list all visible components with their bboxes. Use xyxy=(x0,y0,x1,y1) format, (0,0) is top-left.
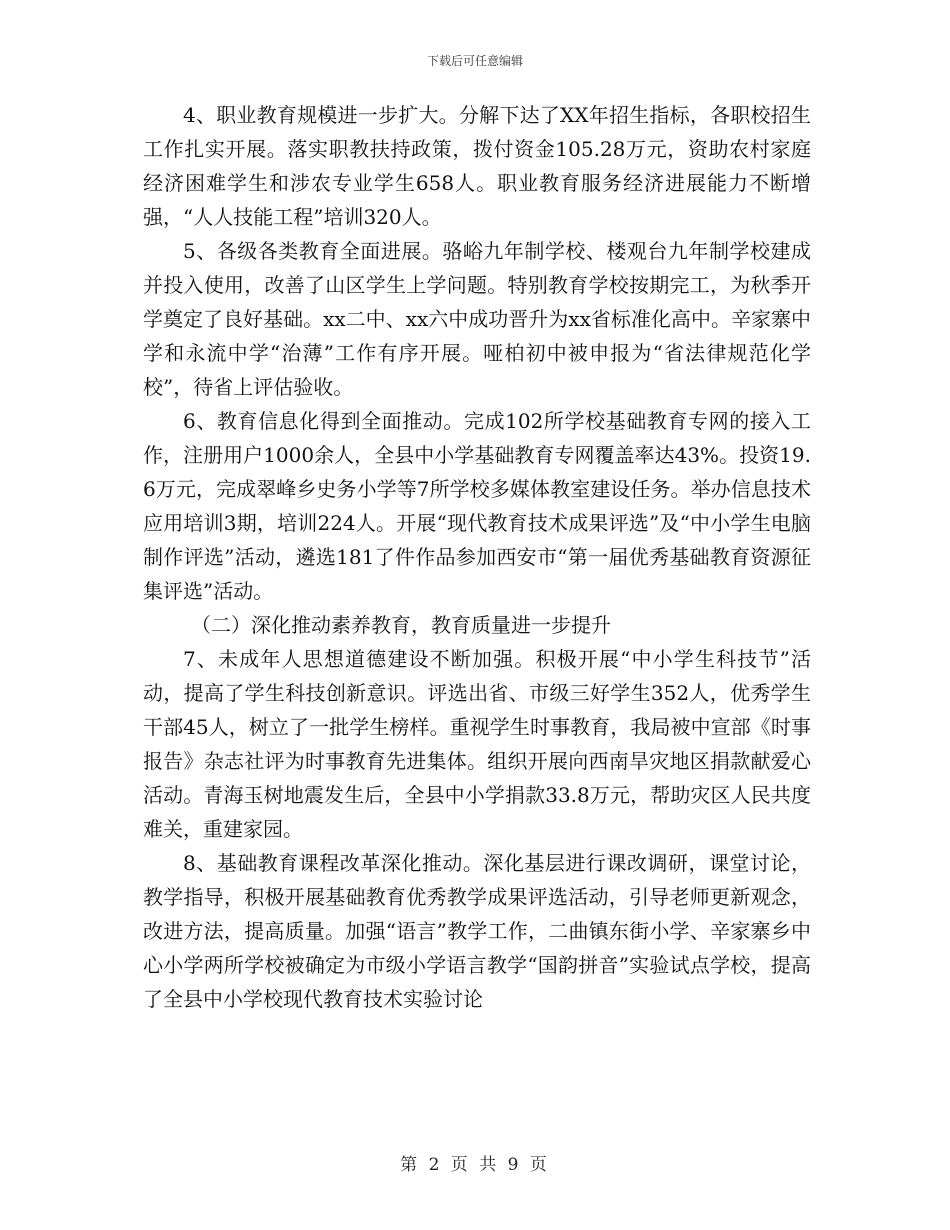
paragraph-7: 7、未成年人思想道德建设不断加强。积极开展“中小学生科技节”活动，提高了学生科技创新意识。评选出省、市级三好学生352人，优秀学生干部45人，树立了一批学生榜样。重视学生时事教育，我局被中宣部《时事报告》杂志社评为时事教育先进集体。组织开展向西南旱灾地区捐款献爱心活动。青海玉树地震发生后，全县中小学捐款33.8万元，帮助灾区人民共度难关，重建家园。 xyxy=(143,647,811,841)
paragraph-8: 8、基础教育课程改革深化推动。深化基层进行课改调研，课堂讨论，教学指导，积极开展基础教育优秀教学成果评选活动，引导老师更新观念，改进方法，提高质量。加强“语言”教学工作，二曲镇东街小学、辛家寨乡中心小学两所学校被确定为市级小学语言教学“国韵拼音”实验试点学校，提高了全县中小学校现代教育技术实验讨论 xyxy=(143,851,811,1011)
paragraph-6: 6、教育信息化得到全面推动。完成102所学校基础教育专网的接入工作，注册用户1000余人，全县中小学基础教育专网覆盖率达43%。投资19.6万元，完成翠峰乡史务小学等7所学校多媒体教室建设任务。举办信息技术应用培训3期，培训224人。开展“现代教育技术成果评选”及“中小学生电脑制作评选”活动，遴选181了件作品参加西安市“第一届优秀基础教育资源征集评选”活动。 xyxy=(143,409,811,603)
paragraph-4: 4、职业教育规模进一步扩大。分解下达了XX年招生指标，各职校招生工作扎实开展。落实职教扶持政策，拨付资金105.28万元，资助农村家庭经济困难学生和涉农专业学生658人。职业教育服务经济进展能力不断增强，“人人技能工程”培训320人。 xyxy=(143,103,811,229)
document-body xyxy=(143,98,811,1016)
section-heading: （二）深化推动素养教育，教育质量进一步提升 xyxy=(191,613,611,637)
paragraph-5: 5、各级各类教育全面进展。骆峪九年制学校、楼观台九年制学校建成并投入使用，改善了山区学生上学问题。特别教育学校按期完工，为秋季开学奠定了良好基础。xx二中、xx六中成功晋升为xx省标准化高中。辛家寨中学和永流中学“治薄”工作有序开展。哑柏初中被申报为“省法律规范化学校”，待省上评估验收。 xyxy=(143,239,811,399)
page-footer: 第 2 页 共 9 页 xyxy=(400,1155,550,1175)
page-header: 下载后可任意编辑 xyxy=(426,54,523,68)
